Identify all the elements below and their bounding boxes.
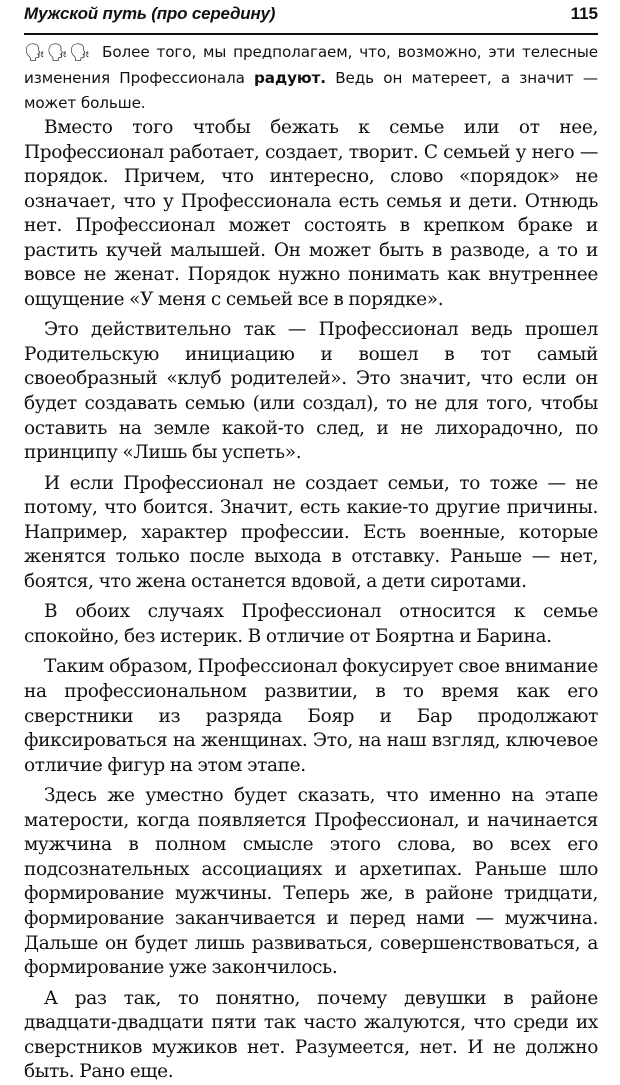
main-text (24, 116, 598, 1085)
aside-text-end: Ведь он матереет, а значит — может больше. (24, 69, 598, 112)
paragraph: А раз так, то понятно, почему девушки в районе двадцати-двадцати пяти так часто жалуются, что среди их сверстников мужиков нет. Разумеется, нет. И не должно быть. Рано еще. (24, 987, 598, 1083)
paragraph: И если Профессионал не создает семьи, то тоже — не потому, что боится. Значит, есть какие-то другие причины. Например, характер профессии. Есть военные, которые женятся только после выхода в отставку. Раньше — нет, боятся, что жена останется вдовой, а дети сиротами. (24, 472, 598, 592)
aside-text-start: Более того, мы предполагаем, что, возможно, эти телесные изменения Профессионала (24, 43, 598, 87)
running-title: Мужской путь (про середину) (24, 4, 276, 23)
paragraph: Здесь же уместно будет сказать, что именно на этапе матерости, когда появляется Профессионал, и начинается мужчина в полном смысле этого слова, во всех его подсознательных ассоциациях и архетипах. Раньше шло формирование мужчины. Теперь же, в районе тридцати, формирование заканчивается и перед нами — мужчина. Дальше он будет лишь развиваться, совершенствоваться, а формирование уже закончилось. (24, 785, 598, 979)
paragraph: Таким образом, Профессионал фокусирует свое внимание на профессиональном развитии, в то время как его сверстники из разряда Бояр и Бар продолжают фиксироваться на женщинах. Это, на наш взгляд, ключевое отличие фигур на этом этапе. (24, 656, 598, 776)
paragraph: Вместо того чтобы бежать к семье или от нее, Профессионал работает, создает, творит. С семьей у него — порядок. Причем, что интересно, слово «порядок» не означает, что у Профессионала есть семья и дети. Отнюдь нет. Профессионал может состоять в крепком браке и растить кучей малышей. Он может быть в разводе, а то и вовсе не женат. Порядок нужно понимать как внутреннее ощущение «У меня с семьей все в порядке». (24, 117, 598, 310)
page-header (24, 0, 598, 35)
speech-heads-icon: 🗣🗣🗣 (24, 43, 92, 63)
aside-bold-word: радуют. (254, 69, 326, 87)
aside-note (24, 40, 598, 116)
paragraph: Это действительно так — Профессионал ведь прошел Родительскую инициацию и вошел в тот самый своеобразный «клуб родителей». Это значит, что если он будет создавать семью (или создал), то не для того, чтобы оставить на земле какой-то след, и не лихорадочно, по принципу «Лишь бы успеть». (24, 319, 598, 464)
paragraph: В обоих случаях Профессионал относится к семье спокойно, без истерик. В отличие от Бояртна и Барина. (24, 601, 598, 647)
page-number: 115 (570, 4, 598, 23)
